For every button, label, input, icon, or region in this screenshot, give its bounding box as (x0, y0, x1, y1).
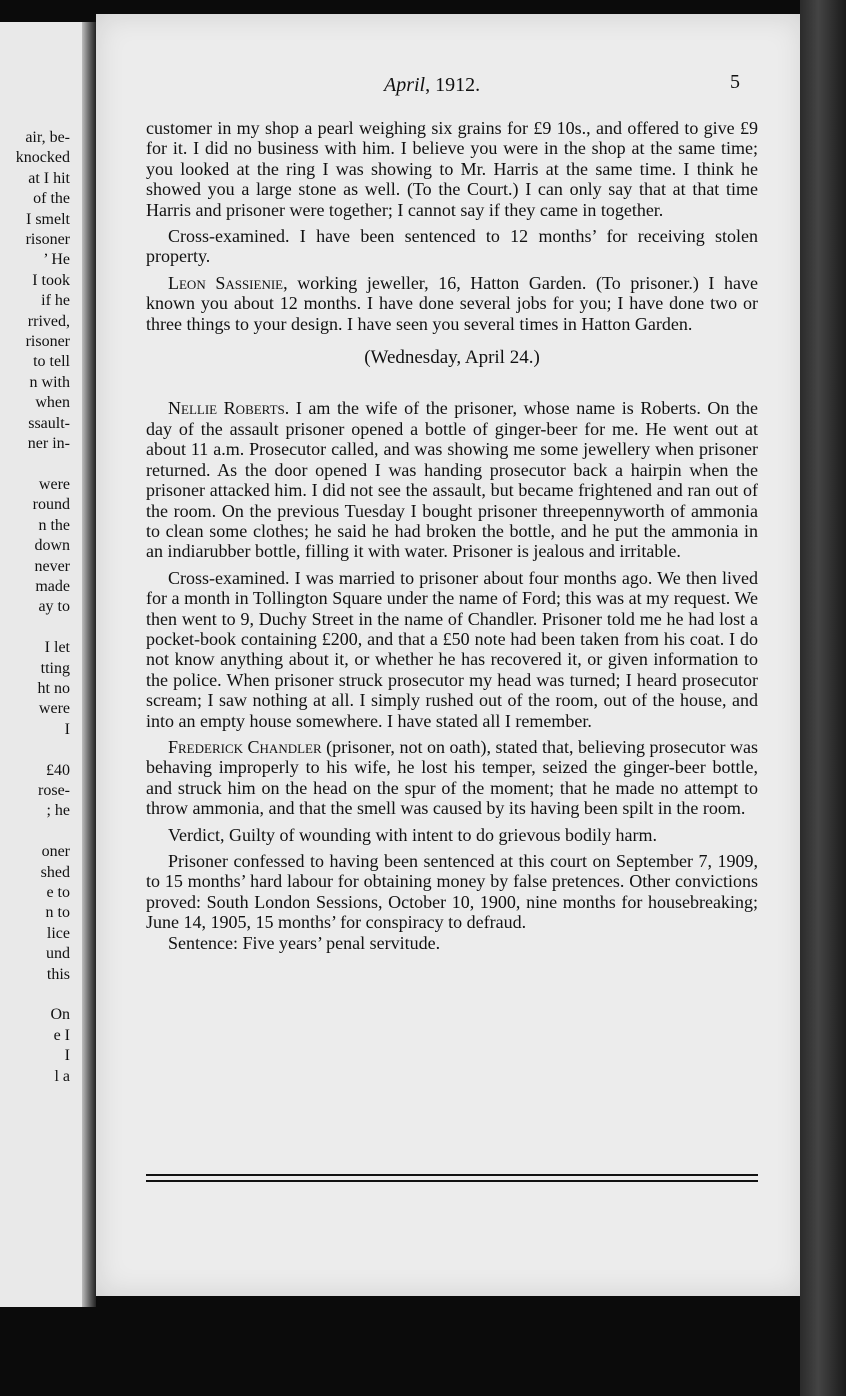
left-page-line: oner (41, 843, 70, 861)
left-page-line: knocked (15, 149, 70, 167)
witness-name: Nellie Roberts (168, 398, 285, 419)
left-page-line: air, be- (25, 129, 70, 146)
left-page-line: at I hit (28, 169, 70, 187)
paragraph: Cross-examined. I have been sentenced to 12 months’ for receiving stolen property. (146, 226, 758, 267)
header-date (384, 74, 480, 97)
paragraph: Nellie Roberts. I am the wife of the prisoner, whose name is Roberts. On the day of the assault prisoner opened a bottle of ginger-beer for me. He went out at about 11 a.m. Prosecutor called, and was showing me some jewellery when prisoner returned. As the door opened I was handing prosecutor back a hairpin when the prisoner attacked him. I did not see the assault, but became frightened and ran out of the room. On the previous Tuesday I bought prisoner threepennyworth of ammonia to clean some clothes; he said he had broken the bottle, and he put the ammonia in an indiarubber bottle, filling it with water. Prisoner is jealous and irritable. (146, 398, 758, 562)
verdict: Verdict, Guilty of wounding with intent to do grievous bodily harm. (168, 824, 657, 845)
left-page-line: I smelt (26, 210, 70, 228)
left-page-line: ay to (38, 598, 70, 616)
left-page-line: I let (44, 639, 70, 657)
left-page-line: if he (41, 292, 70, 310)
left-page-line: n the (38, 516, 70, 534)
left-page-line: rose- (38, 781, 70, 799)
left-page-line: ht no (37, 679, 70, 697)
left-page-line: £40 (46, 761, 70, 779)
left-page-line: were (38, 700, 70, 718)
book-edge (800, 0, 846, 1396)
witness-name: Frederick Chandler (168, 736, 322, 757)
left-page-line: of the (33, 190, 70, 208)
left-page-line: I (64, 1047, 70, 1065)
left-page-line: when (35, 394, 70, 412)
left-page-line: On (50, 1006, 70, 1024)
paragraph: Leon Sassienie, working jeweller, 16, Hatton Garden. (To prisoner.) I have known you about 12 months. I have done several jobs for you; I have done two or three things to your design. I have seen you several times in Hatton Garden. (146, 272, 759, 334)
body-text (146, 118, 758, 953)
left-page-line: this (46, 965, 70, 983)
page-number: 5 (730, 71, 740, 93)
paragraph: Frederick Chandler (prisoner, not on oath), stated that, believing prosecutor was behaving improperly to his wife, he lost his temper, seized the ginger-beer bottle, and struck him on the head on the spur of the moment; that he made no attempt to throw ammonia, and that the smell was caused by its having been spilt in the room. (146, 736, 759, 819)
left-page-line: ner in- (27, 435, 70, 453)
left-page-line: tting (40, 659, 70, 677)
header-year: , 1912. (425, 74, 481, 96)
left-page-line: I took (32, 271, 70, 289)
left-page-line: made (35, 577, 70, 595)
closing-rule-top (146, 1174, 758, 1176)
left-page-line: e to (46, 883, 70, 901)
left-page-line: risoner (25, 333, 70, 351)
left-page-line: round (32, 496, 70, 514)
book-gutter (82, 22, 96, 1307)
left-page-line: ssault- (28, 414, 70, 432)
paragraph: customer in my shop a pearl weighing six grains for £9 10s., and offered to give £9 for it. I did no business with him. I believe you were in the shop at the same time; you looked at the ring I was showing to Mr. Harris at the same time. I think he showed you a large stone as well. (To the Court.) I can only say that at that time Harris and prisoner were together; I cannot say if they came in together. (146, 118, 758, 220)
left-page-line: risoner (25, 231, 70, 249)
running-header (96, 71, 804, 104)
paragraph: Cross-examined. I was married to prisoner about four months ago. We then lived for a month in Tollington Square under the name of Ford; this was at my request. We then went to 9, Duchy Street in the name of Chandler. Prisoner told me he had lost a pocket-book containing £200, and that a £50 note had been taken from his coat. I do not know anything about it, or whether he has recovered it, or given information to the police. When prisoner struck prosecutor my head was turned; I heard prosecutor scream; I saw nothing at all. I simply rushed out of the room, out of the house, and into an empty house somewhere. I have stated all I remember. (146, 567, 758, 731)
left-page-line: I (64, 720, 70, 738)
sentence: Sentence: Five years’ penal servitude. (168, 932, 441, 953)
left-page-line: ; he (46, 802, 70, 820)
left-page-line: und (46, 945, 70, 963)
left-page-line: were (38, 475, 70, 493)
left-page-line: n with (29, 373, 70, 391)
date-heading: (Wednesday, April 24.) (364, 347, 540, 369)
closing-rule-bottom (146, 1180, 758, 1182)
header-month: April (384, 74, 426, 96)
witness-name: Leon Sassienie (168, 272, 284, 293)
paragraph: Prisoner confessed to having been sentenced at this court on September 7, 1909, to 15 months’ hard labour for obtaining money by false pretences. Other convictions proved: South London Sessions, October 10, 1900, nine months for housebreaking; June 14, 1905, 15 months’ for conspiracy to defraud. (146, 851, 758, 933)
left-page-line: n to (45, 904, 70, 922)
left-page-line: lice (46, 924, 70, 942)
left-page-line: ’ He (43, 251, 70, 269)
left-page-line: shed (40, 863, 70, 881)
left-page-line: l a (54, 1067, 70, 1085)
left-page-text-fragments (0, 128, 70, 1087)
left-page-line: down (34, 537, 70, 555)
left-page-line: rrived, (27, 312, 70, 330)
left-page-line: to tell (33, 353, 70, 371)
left-page-line: never (34, 557, 70, 575)
right-page (96, 14, 804, 1296)
left-page-line: e I (53, 1026, 70, 1044)
